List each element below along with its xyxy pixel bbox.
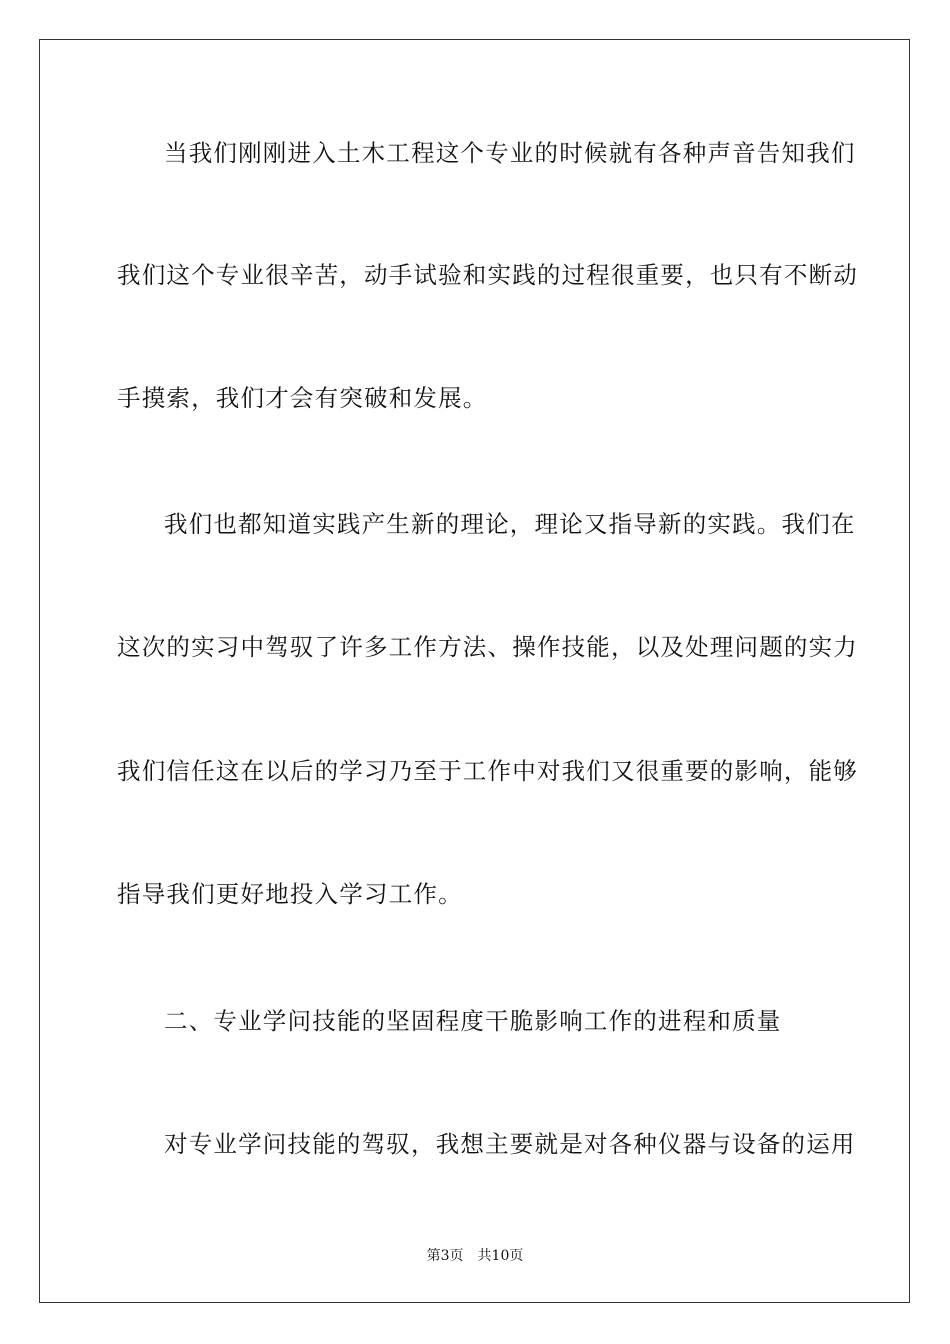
paragraph-2-line-3: 我们信任这在以后的学习乃至于工作中对我们又很重要的影响，能够	[117, 757, 858, 785]
paragraph-1-line-2: 我们这个专业很辛苦，动手试验和实践的过程很重要，也只有不断动	[117, 261, 858, 289]
paragraph-1-line-3: 手摸索，我们才会有突破和发展。	[117, 384, 488, 412]
paragraph-2-line-1: 我们也都知道实践产生新的理论，理论又指导新的实践。我们在	[164, 510, 856, 538]
paragraph-4-line-1: 对专业学问技能的驾驭，我想主要就是对各种仪器与设备的运用	[164, 1130, 856, 1158]
paragraph-2-line-4: 指导我们更好地投入学习工作。	[117, 880, 463, 908]
page-border	[39, 39, 910, 1303]
section-heading: 二、专业学问技能的坚固程度干脆影响工作的进程和质量	[164, 1007, 782, 1035]
paragraph-1-line-1: 当我们刚刚进入土木工程这个专业的时候就有各种声音告知我们	[164, 139, 856, 167]
paragraph-2-line-2: 这次的实习中驾驭了许多工作方法、操作技能，以及处理问题的实力	[117, 633, 858, 661]
page-number: 第3页 共10页	[426, 1248, 524, 1264]
